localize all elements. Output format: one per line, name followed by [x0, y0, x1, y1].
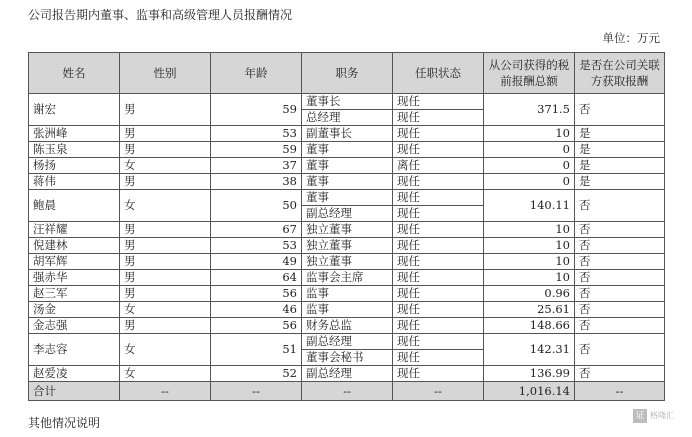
cell-pay: 10 [484, 222, 575, 238]
cell-related: 是 [575, 158, 665, 174]
table-row [29, 318, 665, 334]
table-row [29, 366, 665, 382]
cell-age: 52 [211, 366, 302, 382]
cell-pay: 140.11 [484, 190, 575, 222]
cell-pay: 0 [484, 174, 575, 190]
table-row [29, 222, 665, 238]
cell-status: 现任 [393, 206, 484, 222]
cell-name: 赵三军 [29, 286, 120, 302]
cell-age: 59 [211, 94, 302, 126]
cell-related: 否 [575, 94, 665, 126]
cell-related: 是 [575, 126, 665, 142]
watermark-text: 格隆汇 [650, 411, 674, 420]
cell-pay: 371.5 [484, 94, 575, 126]
cell-age: 37 [211, 158, 302, 174]
cell-related: 否 [575, 334, 665, 366]
table-header-row [29, 53, 665, 94]
cell-age: 59 [211, 142, 302, 158]
cell-gender: 女 [120, 302, 211, 318]
cell-pay: 0 [484, 158, 575, 174]
cell-related: 否 [575, 286, 665, 302]
table-row [29, 190, 665, 206]
cell-pay: 10 [484, 270, 575, 286]
cell-age: 56 [211, 318, 302, 334]
cell-status: 现任 [393, 286, 484, 302]
cell-gender: 男 [120, 254, 211, 270]
cell-pay: 25.61 [484, 302, 575, 318]
cell-related: 否 [575, 222, 665, 238]
cell-position: 董事 [302, 158, 393, 174]
cell-status: 现任 [393, 270, 484, 286]
cell-related: 是 [575, 174, 665, 190]
header-age: 年龄 [211, 53, 302, 94]
cell-position: 副总经理 [302, 334, 393, 350]
cell-name: 李志容 [29, 334, 120, 366]
table-row [29, 254, 665, 270]
cell-name: 谢宏 [29, 94, 120, 126]
cell-name: 倪建林 [29, 238, 120, 254]
cell-pay: 0.96 [484, 286, 575, 302]
total-label: 合计 [29, 382, 120, 401]
cell-position: 独立董事 [302, 222, 393, 238]
cell-gender: 男 [120, 142, 211, 158]
table-row [29, 142, 665, 158]
cell-related: 否 [575, 270, 665, 286]
cell-status: 现任 [393, 318, 484, 334]
cell-position: 董事 [302, 190, 393, 206]
cell-position: 独立董事 [302, 238, 393, 254]
cell-gender: 男 [120, 270, 211, 286]
total-status: -- [393, 382, 484, 401]
cell-age: 50 [211, 190, 302, 222]
cell-name: 强赤华 [29, 270, 120, 286]
cell-position: 监事 [302, 286, 393, 302]
cell-age: 67 [211, 222, 302, 238]
table-row [29, 302, 665, 318]
cell-pay: 136.99 [484, 366, 575, 382]
cell-related: 否 [575, 254, 665, 270]
cell-gender: 男 [120, 126, 211, 142]
cell-pay: 142.31 [484, 334, 575, 366]
cell-name: 张洲峰 [29, 126, 120, 142]
cell-status: 现任 [393, 238, 484, 254]
total-pay: 1,016.14 [484, 382, 575, 401]
cell-related: 是 [575, 142, 665, 158]
cell-name: 杨扬 [29, 158, 120, 174]
cell-position: 董事 [302, 142, 393, 158]
unit-label: 单位：万元 [602, 31, 660, 45]
cell-gender: 女 [120, 334, 211, 366]
cell-name: 蒋伟 [29, 174, 120, 190]
watermark [633, 409, 674, 423]
cell-name: 胡军辉 [29, 254, 120, 270]
cell-status: 现任 [393, 334, 484, 350]
cell-status: 现任 [393, 302, 484, 318]
cell-age: 51 [211, 334, 302, 366]
cell-position: 监事 [302, 302, 393, 318]
header-gender: 性别 [120, 53, 211, 94]
cell-related: 否 [575, 238, 665, 254]
cell-status: 现任 [393, 222, 484, 238]
header-status: 任职状态 [393, 53, 484, 94]
cell-status: 现任 [393, 254, 484, 270]
header-pay: 从公司获得的税前报酬总额 [484, 53, 575, 94]
cell-related: 否 [575, 190, 665, 222]
header-related: 是否在公司关联方获取报酬 [575, 53, 665, 94]
cell-age: 64 [211, 270, 302, 286]
cell-position: 副董事长 [302, 126, 393, 142]
total-role: -- [302, 382, 393, 401]
cell-position: 董事长 [302, 94, 393, 110]
header-name: 姓名 [29, 53, 120, 94]
table-row [29, 286, 665, 302]
cell-name: 赵爱凌 [29, 366, 120, 382]
cell-status: 现任 [393, 94, 484, 110]
footer-note: 其他情况说明 [28, 416, 101, 430]
cell-age: 56 [211, 286, 302, 302]
cell-age: 53 [211, 126, 302, 142]
cell-name: 鲍晨 [29, 190, 120, 222]
cell-status: 现任 [393, 190, 484, 206]
cell-gender: 女 [120, 190, 211, 222]
cell-age: 49 [211, 254, 302, 270]
cell-pay: 148.66 [484, 318, 575, 334]
table-row [29, 174, 665, 190]
cell-gender: 男 [120, 174, 211, 190]
cell-pay: 10 [484, 126, 575, 142]
cell-status: 现任 [393, 126, 484, 142]
cell-gender: 男 [120, 222, 211, 238]
cell-name: 金志强 [29, 318, 120, 334]
cell-pay: 0 [484, 142, 575, 158]
total-gender: -- [120, 382, 211, 401]
cell-status: 现任 [393, 350, 484, 366]
table-row [29, 334, 665, 350]
cell-related: 否 [575, 318, 665, 334]
cell-related: 否 [575, 366, 665, 382]
cell-gender: 男 [120, 94, 211, 126]
cell-position: 副总经理 [302, 366, 393, 382]
table-row [29, 126, 665, 142]
cell-position: 财务总监 [302, 318, 393, 334]
cell-status: 现任 [393, 366, 484, 382]
cell-age: 53 [211, 238, 302, 254]
cell-position: 董事 [302, 174, 393, 190]
cell-gender: 男 [120, 286, 211, 302]
cell-status: 现任 [393, 174, 484, 190]
cell-name: 陈玉泉 [29, 142, 120, 158]
total-row [29, 382, 665, 401]
cell-gender: 男 [120, 318, 211, 334]
cell-related: 否 [575, 302, 665, 318]
table-row [29, 238, 665, 254]
cell-position: 副总经理 [302, 206, 393, 222]
cell-pay: 10 [484, 254, 575, 270]
compensation-table [28, 52, 665, 401]
cell-position: 总经理 [302, 110, 393, 126]
cell-pay: 10 [484, 238, 575, 254]
cell-gender: 女 [120, 366, 211, 382]
total-age: -- [211, 382, 302, 401]
table-row [29, 158, 665, 174]
cell-status: 现任 [393, 142, 484, 158]
cell-position: 监事会主席 [302, 270, 393, 286]
cell-gender: 女 [120, 158, 211, 174]
report-title: 公司报告期内董事、监事和高级管理人员报酬情况 [28, 8, 293, 22]
cell-position: 董事会秘书 [302, 350, 393, 366]
header-position: 职务 [302, 53, 393, 94]
cell-status: 现任 [393, 110, 484, 126]
cell-status: 离任 [393, 158, 484, 174]
cell-name: 汤金 [29, 302, 120, 318]
watermark-logo-icon: 证 [633, 409, 647, 423]
cell-position: 独立董事 [302, 254, 393, 270]
table-row [29, 94, 665, 110]
cell-age: 46 [211, 302, 302, 318]
cell-gender: 男 [120, 238, 211, 254]
cell-name: 汪祥耀 [29, 222, 120, 238]
table-row [29, 270, 665, 286]
cell-age: 38 [211, 174, 302, 190]
total-related: -- [575, 382, 665, 401]
